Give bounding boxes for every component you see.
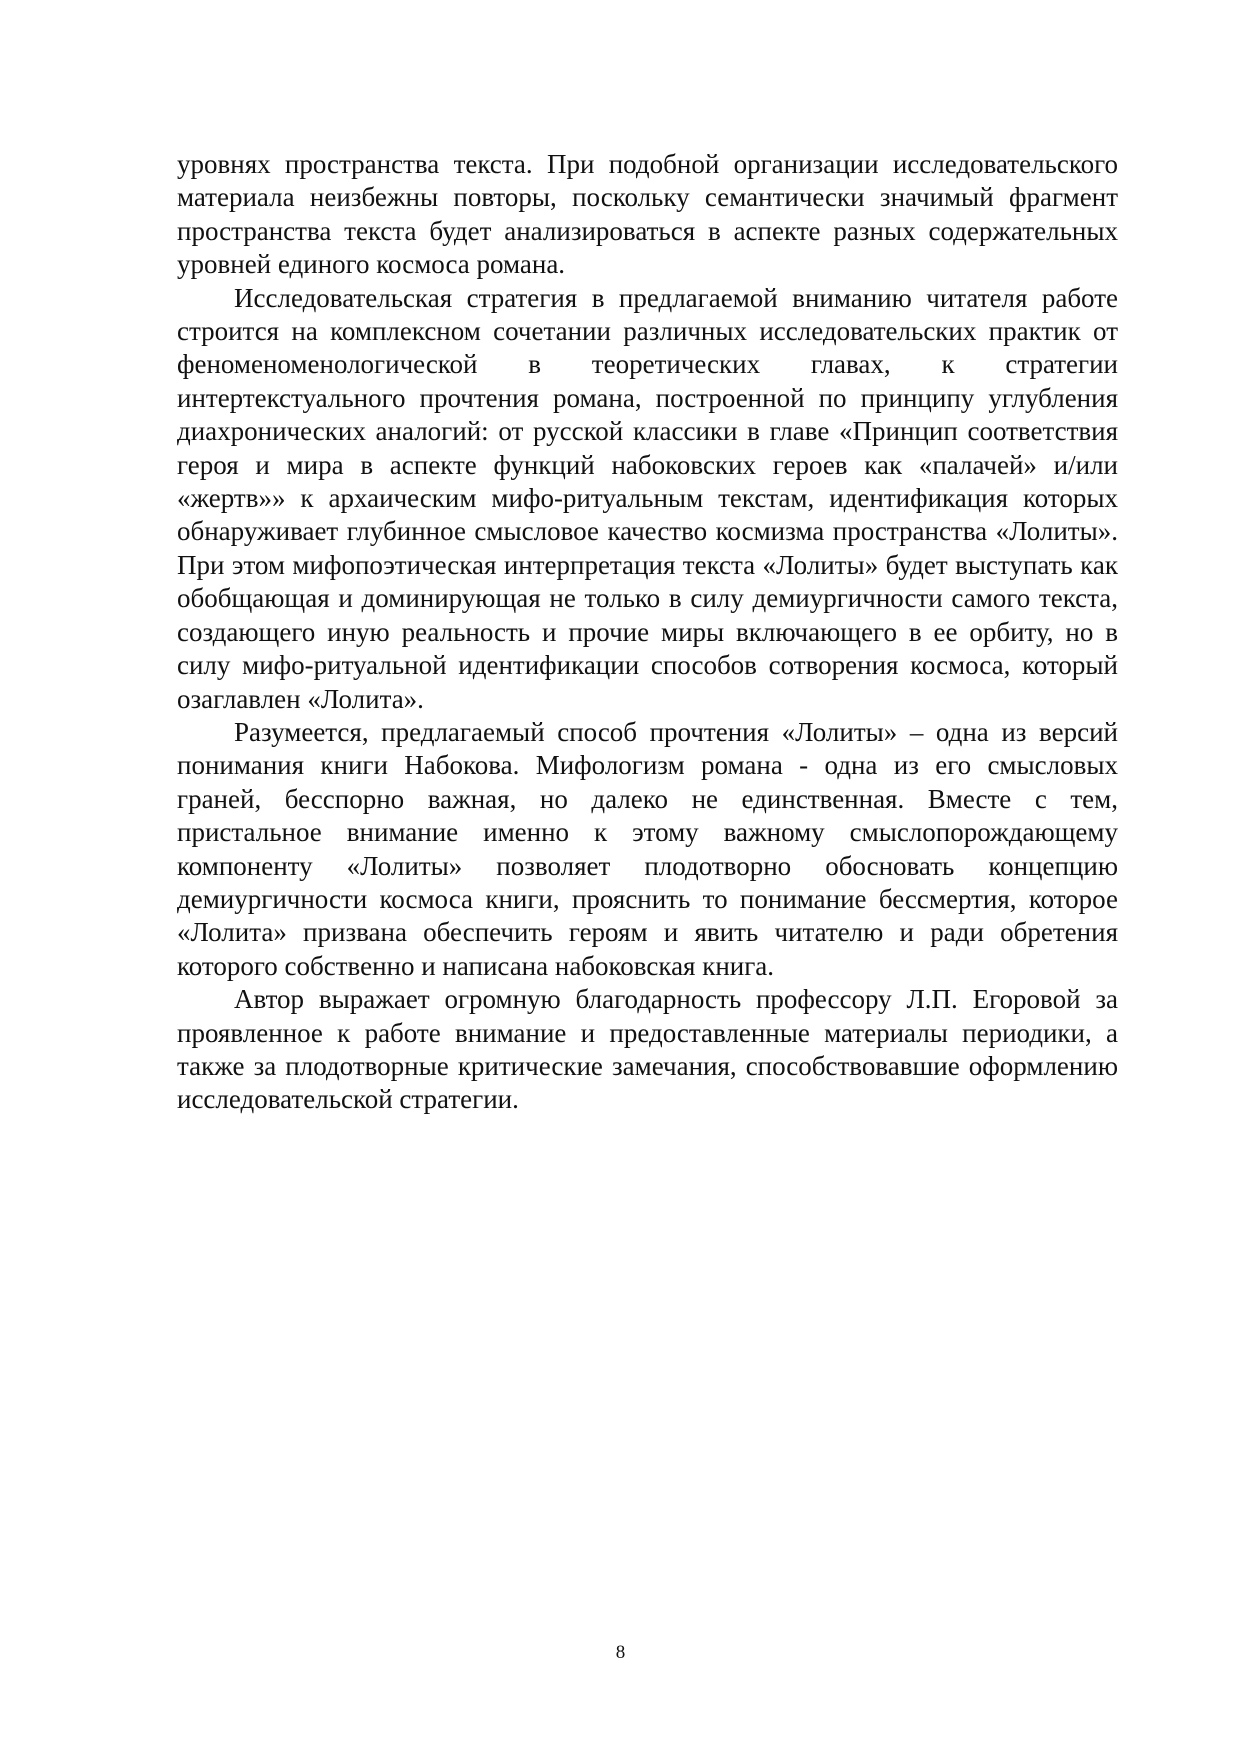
paragraph-continuation: уровнях пространства текста. При подобной организации исследовательского материала неизбежны повторы, поскольку семантически значимый фрагмент пространства текста будет анализироваться в аспекте разных содержательных уровней единого космоса романа.: [177, 149, 1118, 280]
page-number: 8: [615, 1642, 626, 1663]
body-text: [177, 148, 1118, 1117]
paragraph-research-strategy: Исследовательская стратегия в предлагаемой вниманию читателя работе строится на комплексном сочетании различных исследовательских практик от феноменоменологической в теоретических главах, к стратегии интертекстуального прочтения романа, построенной по принципу углубления диахронических аналогий: от русской классики в главе «Принцип соответствия героя и мира в аспекте функций набоковских героев как «палачей» и/или «жертв»» к архаическим мифо-ритуальным текстам, идентификация которых обнаруживает глубинное смысловое качество космизма пространства «Лолиты». При этом мифопоэтическая интерпретация текста «Лолиты» будет выступать как обобщающая и доминирующая не только в силу демиургичности самого текста, создающего иную реальность и прочие миры включающего в ее орбиту, но в силу мифо-ритуальной идентификации способов сотворения космоса, который озаглавлен «Лолита».: [177, 282, 1118, 714]
paragraph-acknowledgements: Автор выражает огромную благодарность профессору Л.П. Егоровой за проявленное к работе внимание и предоставленные материалы периодики, а также за плодотворные критические замечания, способствовавшие оформлению исследовательской стратегии.: [177, 984, 1118, 1115]
paragraph-reading-method: Разумеется, предлагаемый способ прочтения «Лолиты» – одна из версий понимания книги Набокова. Мифологизм романа - одна из его смысловых граней, бесспорно важная, но далеко не единственная. Вместе с тем, пристальное внимание именно к этому важному смыслопорождающему компоненту «Лолиты» позволяет плодотворно обосновать концепцию демиургичности космоса книги, прояснить то понимание бессмертия, которое «Лолита» призвана обеспечить героям и явить читателю и ради обретения которого собственно и написана набоковская книга.: [177, 716, 1118, 981]
